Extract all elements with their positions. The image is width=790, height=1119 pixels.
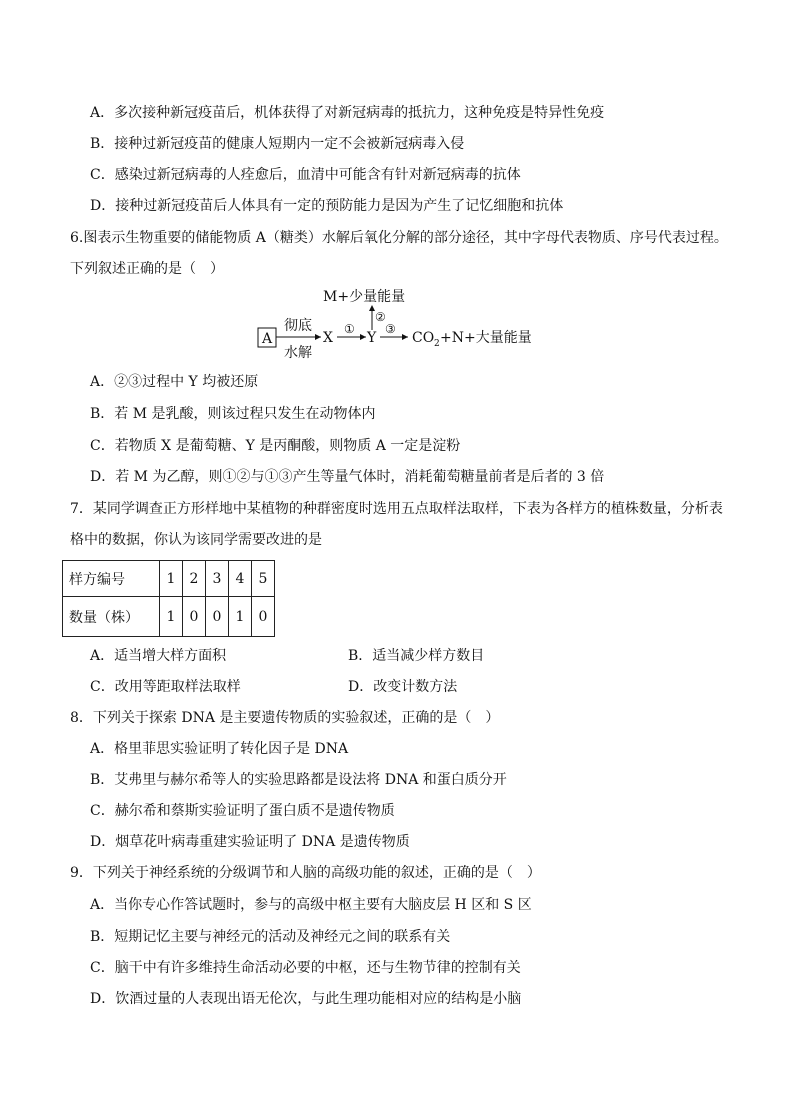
diagram-x: X (323, 330, 333, 346)
table-cell: 1 (160, 597, 183, 637)
q5-option-b: B．接种过新冠疫苗的健康人短期内一定不会被新冠病毒入侵 (90, 136, 465, 152)
q6-option-b: B．若 M 是乳酸，则该过程只发生在动物体内 (90, 406, 376, 422)
table-cell: 1 (160, 561, 183, 597)
q7-option-d: D．改变计数方法 (348, 679, 458, 695)
q8-stem: 8．下列关于探索 DNA 是主要遗传物质的实验叙述，正确的是（ ） (70, 710, 500, 726)
q7-option-b: B．适当减少样方数目 (348, 648, 485, 664)
step1-arrowhead (360, 334, 366, 340)
q6-option-a: A．②③过程中 Y 均被还原 (90, 374, 259, 390)
q6-option-d: D．若 M 为乙醇，则①②与①③产生等量气体时，消耗葡萄糖量前者是后者的 3 倍 (90, 469, 605, 485)
q7-stem-line2: 格中的数据，你认为该同学需要改进的是 (70, 532, 322, 548)
diagram-product-rest: +N+大量能量 (440, 330, 532, 346)
q9-option-d: D．饮酒过量的人表现出语无伦次，与此生理功能相对应的结构是小脑 (90, 991, 522, 1007)
q5-option-d: D．接种过新冠疫苗后人体具有一定的预防能力是因为产生了记忆细胞和抗体 (90, 198, 564, 214)
table-cell: 0 (183, 597, 206, 637)
q8-option-a: A．格里菲思实验证明了转化因子是 DNA (90, 741, 349, 757)
diagram-step1: ① (344, 322, 355, 336)
sample-count-table (62, 560, 275, 637)
q5-option-c: C．感染过新冠病毒的人痊愈后，血清中可能含有针对新冠病毒的抗体 (90, 167, 521, 183)
row2-header: 数量（株） (63, 597, 160, 637)
q8-option-d: D．烟草花叶病毒重建实验证明了 DNA 是遗传物质 (90, 834, 410, 850)
q9-option-c: C．脑干中有许多维持生命活动必要的中枢，还与生物节律的控制有关 (90, 960, 521, 976)
diagram-product: CO (412, 330, 435, 346)
table-cell: 5 (252, 561, 275, 597)
diagram-above-arrow: 彻底 (284, 318, 312, 334)
q8-option-c: C．赫尔希和蔡斯实验证明了蛋白质不是遗传物质 (90, 803, 395, 819)
table-cell: 2 (183, 561, 206, 597)
hydrolysis-arrowhead (315, 334, 321, 340)
q9-option-b: B．短期记忆主要与神经元的活动及神经元之间的联系有关 (90, 929, 451, 945)
diagram-top-label: M+少量能量 (323, 289, 406, 305)
table-row (63, 597, 275, 637)
table-row (63, 561, 275, 597)
diagram-step3: ③ (385, 322, 396, 336)
q6-stem-line1: 6.图表示生物重要的储能物质 A（糖类）水解后氧化分解的部分途径，其中字母代表物质、序号代表过程。 (70, 230, 728, 246)
q9-stem: 9．下列关于神经系统的分级调节和人脑的高级功能的叙述，正确的是（ ） (70, 865, 541, 881)
table-cell: 4 (229, 561, 252, 597)
q6-stem-line2: 下列叙述正确的是（ ） (70, 261, 224, 277)
q6-option-c: C．若物质 X 是葡萄糖、Y 是丙酮酸，则物质 A 一定是淀粉 (90, 438, 461, 454)
q7-option-a: A．适当增大样方面积 (90, 648, 227, 664)
diagram-step2: ② (375, 310, 386, 324)
diagram-box-label: A (262, 331, 273, 347)
row1-header: 样方编号 (63, 561, 160, 597)
q5-option-a: A．多次接种新冠疫苗后，机体获得了对新冠病毒的抵抗力，这种免疫是特异性免疫 (90, 105, 605, 121)
q7-stem-line1: 7．某同学调查正方形样地中某植物的种群密度时选用五点取样法取样，下表为各样方的植株数量，分析表 (70, 501, 723, 517)
table-cell: 0 (206, 597, 229, 637)
q7-option-c: C．改用等距取样法取样 (90, 679, 241, 695)
step3-arrowhead (402, 334, 408, 340)
table-cell: 1 (229, 597, 252, 637)
table-cell: 3 (206, 561, 229, 597)
diagram-below-arrow: 水解 (284, 345, 312, 361)
table-cell: 0 (252, 597, 275, 637)
q9-option-a: A．当你专心作答试题时，参与的高级中枢主要有大脑皮层 H 区和 S 区 (90, 897, 532, 913)
metabolism-diagram (255, 285, 555, 365)
q8-option-b: B．艾弗里与赫尔希等人的实验思路都是设法将 DNA 和蛋白质分开 (90, 772, 507, 788)
diagram-product-sub: 2 (434, 339, 440, 349)
diagram-y: Y (367, 330, 377, 346)
